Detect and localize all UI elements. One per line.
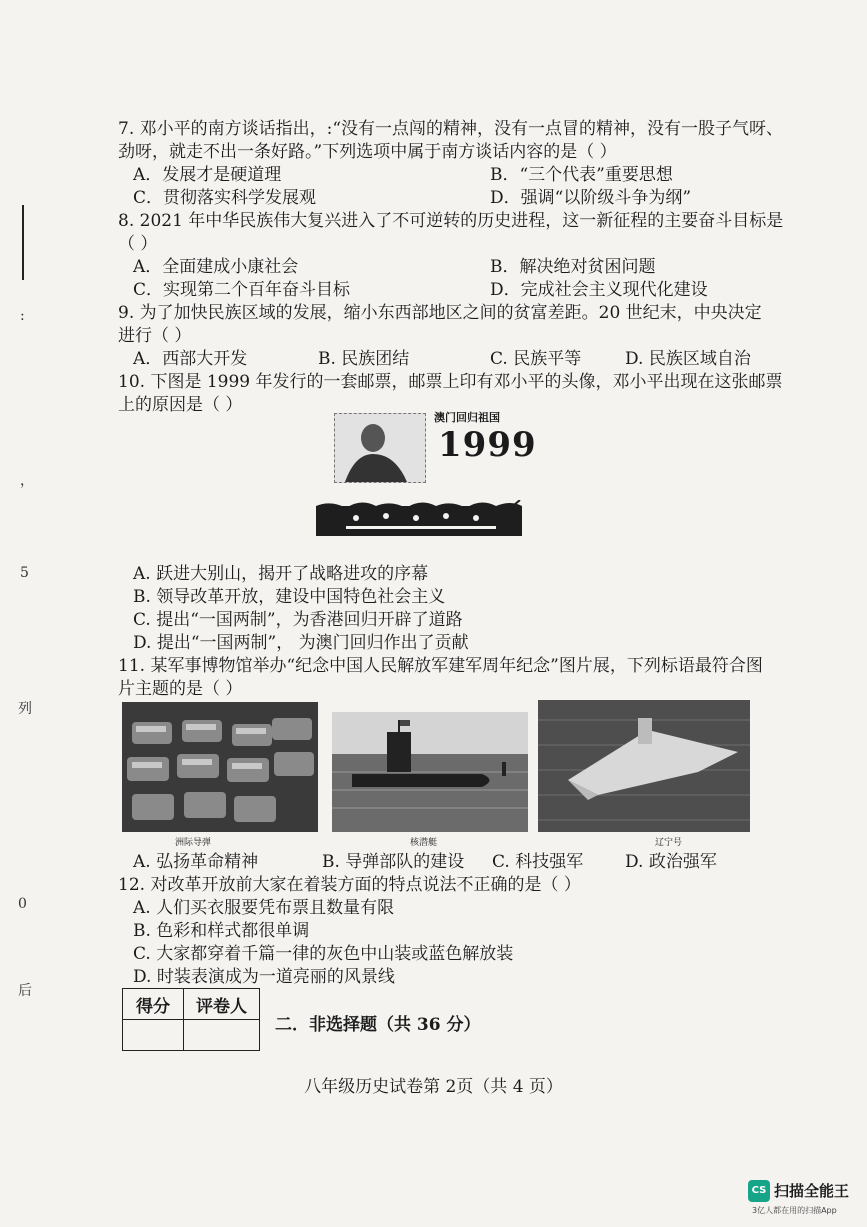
score-table (122, 988, 260, 1051)
camscanner-name: 扫描全能王 (774, 1182, 850, 1200)
q11-option-d: D. 政治强军 (625, 852, 717, 872)
q12-option-b: B. 色彩和样式都很单调 (133, 921, 310, 941)
q10-stem-line1: 10. 下图是 1999 年发行的一套邮票，邮票上印有邓小平的头像，邓小平出现在这张邮票 (118, 372, 783, 392)
q12-stem: 12. 对改革开放前大家在着装方面的特点说法不正确的是（ ） (118, 875, 581, 895)
q12-option-a: A. 人们买衣服要凭布票且数量有限 (133, 898, 395, 918)
q9-option-c: C. 民族平等 (490, 349, 582, 369)
page-footer: 八年级历史试卷第 2页（共 4 页） (304, 1077, 563, 1097)
q11-option-c: C. 科技强军 (492, 852, 584, 872)
score-header: 得分 (123, 989, 184, 1020)
grader-cell (184, 1020, 260, 1051)
missile-caption: 洲际导弹 (175, 838, 212, 848)
camscanner-tagline: 3亿人都在用的扫描App (752, 1206, 837, 1215)
dancers-silhouette (316, 500, 522, 540)
q8-option-c: C．实现第二个百年奋斗目标 (133, 280, 351, 300)
grader-header: 评卷人 (184, 989, 260, 1020)
margin-mark: 列 (18, 701, 32, 717)
score-cell (123, 1020, 184, 1051)
stamp-image (330, 405, 537, 555)
q10-option-d: D. 提出“一国两制”， 为澳门回归作出了贡献 (133, 633, 469, 653)
margin-mark: 0 (18, 896, 27, 912)
q9-option-a: A．西部大开发 (133, 349, 248, 369)
stamp-title: 澳门回归祖国 (434, 411, 500, 424)
q12-option-d: D. 时装表演成为一道亮丽的风景线 (133, 967, 395, 987)
q7-stem-line1: 7. 邓小平的南方谈话指出，:“没有一点闯的精神，没有一点冒的精神，没有一股子气呀、 (118, 119, 784, 139)
stamp-year: 1999 (438, 425, 537, 465)
q7-option-d: D．强调“以阶级斗争为纲” (490, 188, 692, 208)
q9-stem-line2: 进行（ ） (118, 326, 192, 346)
binding-line (22, 205, 24, 280)
q8-option-a: A．全面建成小康社会 (133, 257, 299, 277)
q10-stem-line2: 上的原因是（ ） (118, 395, 243, 415)
submarine-caption: 核潜艇 (410, 838, 438, 848)
carrier-caption: 辽宁号 (655, 838, 683, 848)
submarine-photo (332, 712, 528, 832)
portrait-image (334, 413, 426, 483)
margin-mark: 后 (18, 983, 32, 999)
q7-option-a: A．发展才是硬道理 (133, 165, 282, 185)
margin-mark: 5 (20, 565, 29, 581)
camscanner-logo: CS (748, 1180, 770, 1202)
margin-mark: ， (20, 473, 34, 489)
q8-stem-line1: 8. 2021 年中华民族伟大复兴进入了不可逆转的历史进程，这一新征程的主要奋斗目标是 (118, 211, 784, 231)
margin-mark: : (20, 308, 25, 324)
q7-option-b: B．“三个代表”重要思想 (490, 165, 673, 185)
q8-option-d: D．完成社会主义现代化建设 (490, 280, 708, 300)
missile-photo (122, 702, 318, 832)
q12-option-c: C. 大家都穿着千篇一律的灰色中山装或蓝色解放装 (133, 944, 514, 964)
q8-stem-line2: （ ） (118, 234, 158, 254)
section-title: 二．非选择题（共 36 分） (275, 1015, 481, 1035)
q9-option-b: B. 民族团结 (318, 349, 410, 369)
q10-option-c: C. 提出“一国两制”，为香港回归开辟了道路 (133, 610, 463, 630)
q7-stem-line2: 劲呀，就走不出一条好路。”下列选项中属于南方谈话内容的是（ ） (118, 142, 617, 162)
q9-option-d: D. 民族区域自治 (625, 349, 751, 369)
q10-option-a: A. 跃进大别山，揭开了战略进攻的序幕 (133, 564, 429, 584)
q8-option-b: B．解决绝对贫困问题 (490, 257, 656, 277)
q11-option-b: B. 导弹部队的建设 (322, 852, 465, 872)
q11-stem-line2: 片主题的是（ ） (118, 679, 243, 699)
q10-option-b: B. 领导改革开放，建设中国特色社会主义 (133, 587, 446, 607)
q11-option-a: A. 弘扬革命精神 (133, 852, 259, 872)
q7-option-c: C．贯彻落实科学发展观 (133, 188, 317, 208)
q11-stem-line1: 11. 某军事博物馆举办“纪念中国人民解放军建军周年纪念”图片展，下列标语最符合图 (118, 656, 763, 676)
carrier-photo (538, 700, 750, 832)
q9-stem-line1: 9. 为了加快民族区域的发展，缩小东西部地区之间的贫富差距。20 世纪末，中央决定 (118, 303, 762, 323)
